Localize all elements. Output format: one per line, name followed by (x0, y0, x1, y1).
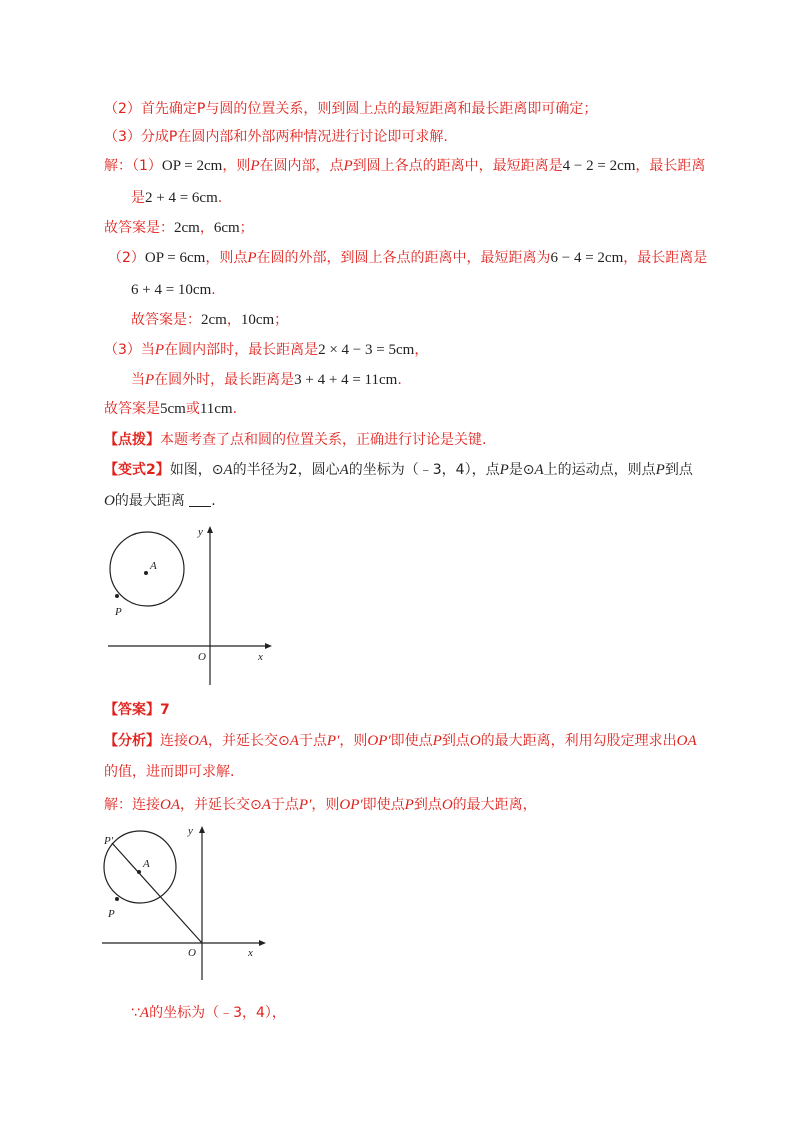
analysis-step-2 (104, 99, 597, 119)
label-y: y (188, 825, 193, 837)
label-o: O (188, 947, 196, 959)
text: ，并延长交⊙ (208, 733, 290, 749)
text: 解：（1） (104, 158, 162, 174)
label-p: P (115, 606, 122, 618)
text: 的最大距离，利用勾股定理求出 (480, 733, 677, 749)
symbol: P (404, 797, 414, 813)
formula: 5cm (160, 401, 186, 417)
symbol: A (261, 797, 271, 813)
text: . (211, 282, 216, 298)
text: 到点 (441, 733, 470, 749)
text: 故答案是 (104, 401, 160, 417)
analysis-step-3-text: （3）分成P在圆内部和外部两种情况进行讨论即可求解. (104, 129, 448, 145)
symbol: P (145, 372, 155, 388)
x-axis-arrow (265, 643, 272, 649)
solution-part-1 (104, 156, 705, 176)
text: （2） (108, 250, 145, 266)
label-x: x (258, 651, 263, 663)
text: . (217, 190, 223, 206)
text: 即使点 (390, 733, 433, 749)
text: 是⊙ (508, 462, 535, 478)
formula: 2cm (201, 312, 227, 328)
answer-part-1 (104, 218, 254, 238)
text: 是 (131, 190, 145, 206)
text: 到点 (664, 462, 693, 478)
formula: 2 × 4 − 3 = 5cm (318, 342, 415, 358)
text: ，则点 (205, 250, 248, 266)
text: ， (226, 312, 241, 328)
symbol: O (441, 797, 453, 813)
answer-section (104, 700, 170, 720)
text: 上的运动点，则点 (543, 462, 656, 478)
symbol: P (154, 342, 165, 358)
answer-part-3 (104, 399, 237, 419)
label-o: O (198, 651, 206, 663)
formula: 6 − 4 = 2cm (550, 250, 624, 266)
label-x: x (248, 947, 253, 959)
formula: OP = 2cm (161, 158, 223, 174)
symbol: OA (188, 733, 208, 749)
text: ，则 (339, 733, 368, 749)
symbol: P (655, 462, 665, 478)
symbol: OA (160, 797, 180, 813)
tip-heading: 【点拨】 (104, 432, 160, 448)
formula: 4 − 2 = 2cm (562, 158, 636, 174)
symbol: P (343, 158, 353, 174)
text: 连接 (160, 733, 188, 749)
extended-line-op (112, 843, 202, 943)
text: . (232, 401, 238, 417)
text: . (397, 372, 402, 388)
symbol: A (289, 733, 299, 749)
tip-section (104, 430, 486, 450)
y-axis-arrow (207, 526, 213, 533)
solution-variant-2 (104, 795, 537, 815)
text: ，并延长交⊙ (180, 797, 262, 813)
text: 到圆上各点的距离中，最短距离是 (352, 158, 563, 174)
text: ，最长距离是 (623, 250, 708, 266)
label-y: y (198, 526, 203, 538)
symbol: P′ (298, 797, 312, 813)
symbol: OP′ (339, 797, 363, 813)
text: 故答案是： (104, 220, 174, 236)
text: 在圆的外部，到圆上各点的距离中，最短距离为 (256, 250, 551, 266)
answer-blank (189, 492, 211, 507)
symbol: A (534, 462, 544, 478)
symbol: P′ (326, 733, 340, 749)
coordinate-figure-2 (96, 822, 276, 984)
solution-variant-2-cont (131, 1003, 286, 1023)
circle-a (110, 532, 184, 606)
text: ，则 (311, 797, 340, 813)
variant-2-heading: 【变式2】 (104, 462, 170, 478)
text: 在圆内部时，最长距离是 (164, 342, 319, 358)
text: 的最大距离 (114, 493, 185, 509)
formula: 3 + 4 + 4 = 11cm (294, 372, 398, 388)
text: 的值，进而即可求解. (104, 764, 235, 780)
analysis-step-3 (104, 127, 448, 147)
text: 在圆外时，最长距离是 (154, 372, 295, 388)
point-p (115, 594, 119, 598)
symbol: A (139, 1005, 150, 1021)
text: 的最大距离， (452, 797, 537, 813)
text: 故答案是： (131, 312, 201, 328)
text: 的半径为2，圆心 (232, 462, 340, 478)
coordinate-figure-1 (100, 520, 280, 690)
symbol: OA (676, 733, 697, 749)
symbol: P (247, 250, 257, 266)
text: 当 (131, 372, 145, 388)
label-a: A (150, 560, 157, 572)
text: 的坐标为（﹣3，4），点 (348, 462, 500, 478)
tip-text: 本题考查了点和圆的位置关系，正确进行讨论是关键. (160, 432, 487, 448)
text: ∵ (131, 1005, 140, 1021)
label-p-prime: P′ (104, 835, 114, 847)
analysis-section-cont (104, 762, 234, 782)
symbol: A (339, 462, 349, 478)
variant-2-question-cont (104, 491, 216, 511)
solution-part-2 (108, 248, 707, 268)
text: ， (199, 220, 214, 236)
text: 的坐标为（﹣3，4）， (149, 1005, 286, 1021)
text: 解：连接 (104, 797, 160, 813)
label-p: P (108, 908, 115, 920)
text: 即使点 (362, 797, 405, 813)
analysis-section (104, 731, 697, 751)
symbol: P (250, 158, 260, 174)
formula: 6 + 4 = 10cm (131, 282, 212, 298)
symbol: P (432, 733, 442, 749)
y-axis-arrow (199, 826, 205, 833)
text: 于点 (298, 733, 327, 749)
label-a: A (143, 858, 150, 870)
analysis-heading: 【分析】 (104, 733, 160, 749)
center-point-a (144, 571, 148, 575)
formula: 6cm (213, 220, 240, 236)
text: ； (239, 220, 254, 236)
text: 于点 (270, 797, 299, 813)
point-p (115, 897, 119, 901)
symbol: A (223, 462, 233, 478)
variant-2-question (104, 460, 693, 480)
text: 到点 (413, 797, 442, 813)
text: . (211, 493, 216, 509)
text: ， (414, 342, 429, 358)
text: ，则 (222, 158, 251, 174)
solution-part-2-cont (131, 280, 216, 300)
x-axis-arrow (259, 940, 266, 946)
solution-part-1-cont (131, 188, 222, 208)
center-point-a (137, 870, 141, 874)
analysis-step-2-text: （2）首先确定P与圆的位置关系，则到圆上点的最短距离和最长距离即可确定； (104, 101, 598, 117)
text: 如图，⊙ (169, 462, 224, 478)
text: （3）当 (104, 342, 155, 358)
formula: 10cm (240, 312, 275, 328)
solution-part-3 (104, 340, 428, 360)
text: ，最长距离 (635, 158, 706, 174)
text: ； (274, 312, 289, 328)
symbol: P (499, 462, 509, 478)
formula: 11cm (199, 401, 233, 417)
answer-part-2 (131, 310, 288, 330)
text: 在圆内部，点 (259, 158, 344, 174)
formula: 2 + 4 = 6cm (145, 190, 218, 206)
symbol: O (104, 493, 115, 509)
symbol: OP′ (367, 733, 391, 749)
text: 或 (185, 401, 200, 417)
answer-heading: 【答案】 (104, 702, 160, 718)
circle-a (104, 831, 176, 903)
solution-part-3-cont (131, 370, 402, 390)
symbol: O (469, 733, 481, 749)
answer-value: 7 (160, 702, 170, 718)
formula: 2cm (174, 220, 200, 236)
formula: OP = 6cm (144, 250, 206, 266)
